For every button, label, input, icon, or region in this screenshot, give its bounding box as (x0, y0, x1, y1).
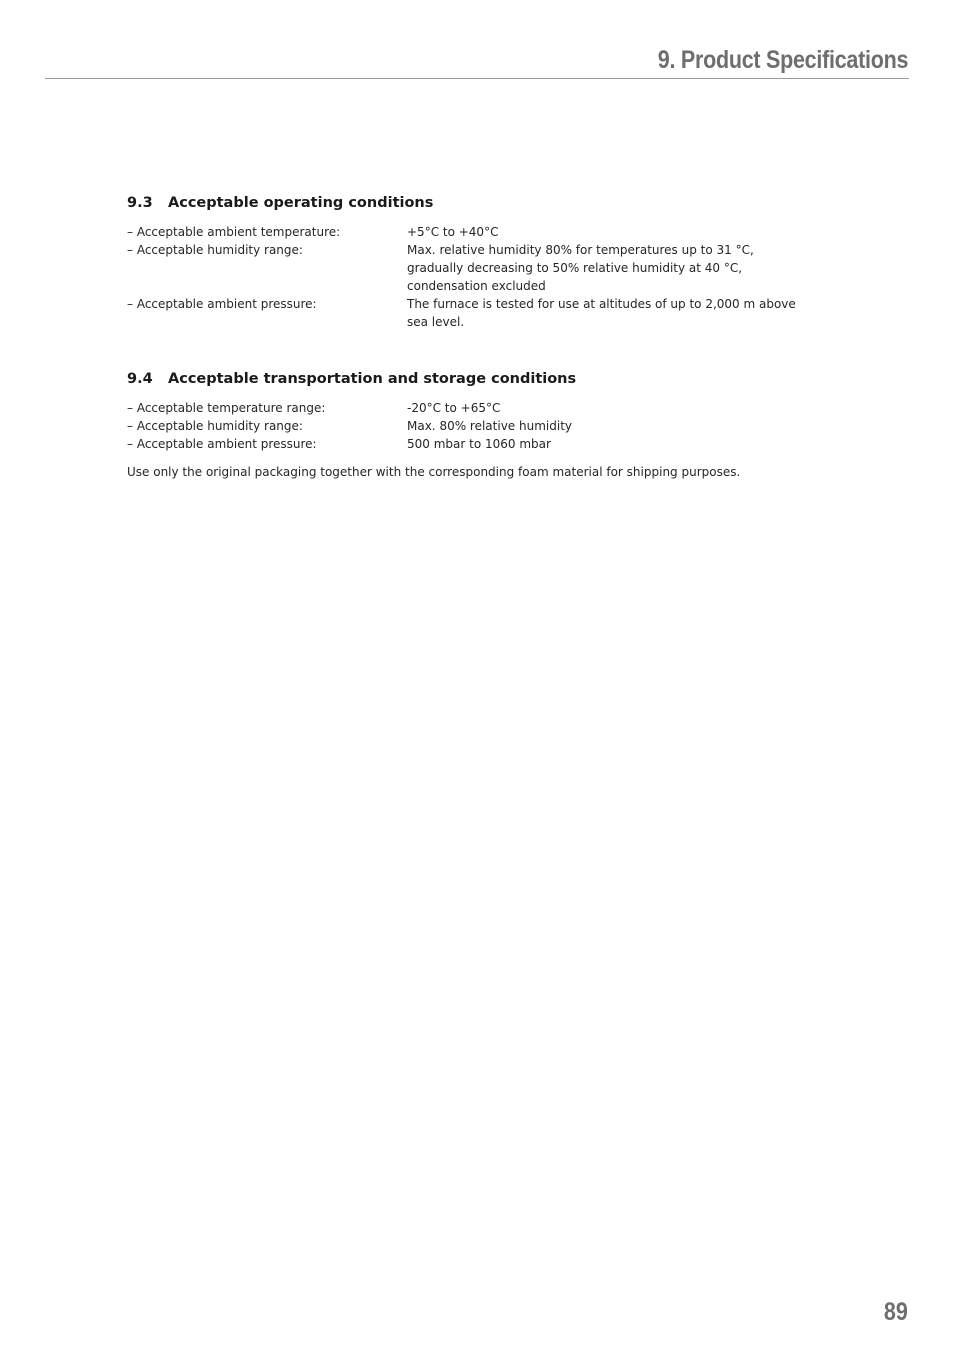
section-title: Acceptable operating conditions (168, 195, 434, 211)
spec-value: 500 mbar to 1060 mbar (407, 437, 551, 451)
spec-row (127, 417, 807, 435)
section-transport-storage (127, 371, 807, 481)
spec-row (127, 223, 807, 241)
section-title: Acceptable transportation and storage conditions (168, 371, 577, 387)
page-number: 89 (884, 1298, 908, 1326)
spec-label: – Acceptable humidity range: (127, 243, 303, 257)
header-divider (45, 78, 909, 79)
section-operating-conditions (127, 195, 807, 331)
section-number: 9.4 (127, 371, 153, 387)
spec-label: – Acceptable humidity range: (127, 419, 303, 433)
spec-row (127, 241, 807, 295)
chapter-title: 9. Product Specifications (657, 46, 908, 74)
spec-row (127, 435, 807, 453)
section-heading (127, 195, 807, 211)
spec-label: – Acceptable ambient temperature: (127, 225, 341, 239)
spec-value: -20°C to +65°C (407, 401, 501, 415)
spec-label: – Acceptable ambient pressure: (127, 297, 317, 311)
spec-value: Max. 80% relative humidity (407, 419, 572, 433)
spec-row (127, 295, 807, 331)
spec-row (127, 399, 807, 417)
section-number: 9.3 (127, 195, 153, 211)
shipping-note: Use only the original packaging together with the corresponding foam material for shipping purposes. (127, 465, 741, 479)
spec-label: – Acceptable temperature range: (127, 401, 326, 415)
spec-value: +5°C to +40°C (407, 225, 499, 239)
spec-value: Max. relative humidity 80% for temperatures up to 31 °C, gradually decreasing to 50% relative humidity at 40 °C, condensation excluded (407, 243, 754, 293)
section-heading (127, 371, 807, 387)
spec-label: – Acceptable ambient pressure: (127, 437, 317, 451)
spec-value: The furnace is tested for use at altitudes of up to 2,000 m above sea level. (407, 297, 796, 329)
